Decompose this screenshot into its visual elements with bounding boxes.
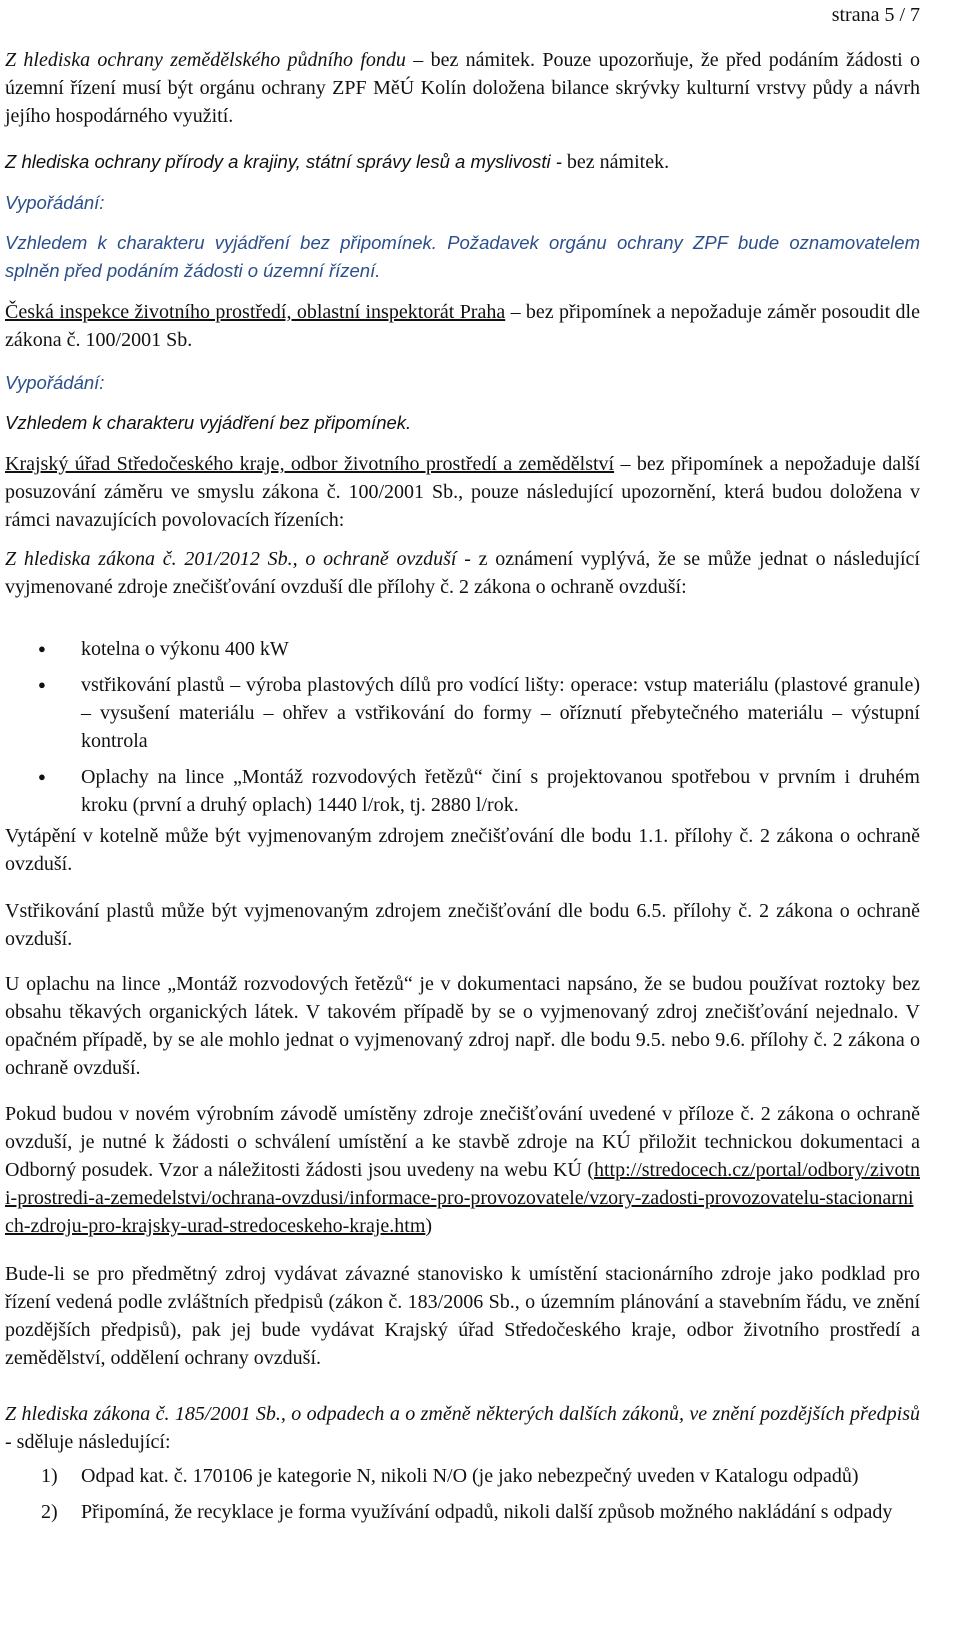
ovzdusi-heading-a: Z hlediska zákona č. 201/2012 Sb.: [5, 548, 293, 570]
list-item-text: Odpad kat. č. 170106 je kategorie N, nikoli N/O (je jako nebezpečný uveden v Katalogu odpadů): [81, 1465, 859, 1487]
ku-web-link[interactable]: http://stredocech.cz/portal/odbory/zivotni-prostredi-a-zemedelstvi/ochrana-ovzdusi/informace-pro-provozovatele/vzory-zadosti-provozovatelu-stacionarnich-zdroju-pro-krajsky-urad-stredoceskeho-kraje.htm: [5, 1159, 920, 1237]
odpady-numbered-list: [5, 1462, 920, 1526]
priroda-text: bez námitek.: [561, 151, 670, 173]
list-item: ● kotelna o výkonu 400 kW: [5, 635, 920, 663]
cizp-text: – bez připomínek a nepožaduje záměr posoudit dle zákona č. 100/2001 Sb.: [5, 301, 920, 351]
vyporadani-2-text: Vzhledem k charakteru vyjádření bez připomínek.: [5, 412, 412, 433]
list-item: ● vstřikování plastů – výroba plastových dílů pro vodící lišty: operace: vstup materiálu (plastové granule) – vysušení materiálu – ohřev a vstřikování do formy – oříznutí přebytečného materiálu – výstupní kontrola: [5, 671, 920, 755]
list-item-text: Připomíná, že recyklace je forma využívání odpadů, nikoli další způsob možného nakládání s odpady: [81, 1501, 893, 1523]
cizp-org: Česká inspekce životního prostředí, oblastní inspektorát Praha: [5, 301, 506, 323]
odpady-text: - sděluje následující:: [5, 1431, 171, 1453]
ovzdusi-p5: Bude-li se pro předmětný zdroj vydávat závazné stanovisko k umístění stacionárního zdroje jako podklad pro řízení vedená podle zvláštních předpisů (zákon č. 183/2006 Sb., o územním plánování a stavebním řádu, ve znění pozdějších předpisů), pak jej bude vydávat Krajský úřad Středočeského kraje, odbor životního prostředí a zemědělství, oddělení ochrany ovzduší.: [5, 1263, 920, 1369]
ku-text-rest: , pouze následující upozornění, která budou doložena v rámci navazujících povolovacích řízeních:: [5, 481, 920, 531]
cizp-paragraph: [5, 298, 920, 354]
zpf-heading: Z hlediska ochrany zemědělského půdního fondu: [5, 49, 406, 71]
list-item: ● Oplachy na lince „Montáž rozvodových řetězů“ činí s projektovanou spotřebou v prvním i druhém kroku (první a druhý oplach) 1440 l/rok, tj. 2880 l/rok.: [5, 763, 920, 819]
ovzdusi-heading-b: , o ochraně ovzduší: [292, 548, 457, 570]
ovzdusi-bullet-list: [5, 635, 920, 819]
ovzdusi-p1: Vytápění v kotelně může být vyjmenovaným zdrojem znečišťování dle bodu 1.1. přílohy č. 2 zákona o ochraně ovzduší.: [5, 825, 920, 875]
zpf-paragraph: [5, 46, 920, 130]
ku-paragraph: [5, 450, 920, 534]
ovzdusi-text: - z oznámení vyplývá, že se může jednat o následující vyjmenované zdroje znečišťování ovzduší dle přílohy č. 2 zákona o ochraně ovzduší:: [5, 548, 920, 598]
ovzdusi-p4: [5, 1100, 920, 1240]
vyporadani-1-text: Vzhledem k charakteru vyjádření bez připomínek. Požadavek orgánu ochrany ZPF bude oznamovatelem splněn před podáním žádosti o územní řízení.: [5, 232, 920, 281]
odpady-paragraph: [5, 1400, 920, 1456]
ovzdusi-p3: U oplachu na lince „Montáž rozvodových řetězů“ je v dokumentaci napsáno, že se budou používat roztoky bez obsahu těkavých organických látek. V takovém případě by se o vyjmenovaný zdroj znečišťování nejednalo. V opačném případě, by se ale mohlo jednat o vyjmenovaný zdroj např. dle bodu 9.5. nebo 9.6. přílohy č. 2 zákona o ochraně ovzduší.: [5, 973, 920, 1079]
list-item-number: 2): [41, 1501, 58, 1523]
list-item: [5, 1462, 920, 1490]
vyporadani-1-label: [5, 189, 104, 217]
ovzdusi-paragraph: [5, 545, 920, 601]
list-item: [5, 1498, 920, 1526]
vyporadani-1-label-text: Vypořádání:: [5, 192, 105, 213]
zpf-dash: –: [405, 49, 431, 71]
ovzdusi-p4-text: Pokud budou v novém výrobním závodě umístěny zdroje znečišťování uvedené v příloze č. 2 zákona o ochraně ovzduší, je nutné k žádosti o schválení umístění a ke stavbě zdroje na KÚ přiložit technickou dokumentaci a Odborný posudek. Vzor a náležitosti žádosti jsou uvedeny na webu KÚ (: [5, 1103, 920, 1181]
ku-text-bold: – bez připomínek a nepožaduje další posuzování záměru ve smyslu zákona č. 100/2001 Sb.: [5, 453, 920, 503]
vyporadani-2-label-text: Vypořádání:: [5, 372, 105, 393]
list-item-number: 1): [41, 1465, 58, 1487]
ovzdusi-p4-end: ): [425, 1215, 433, 1237]
priroda-heading: Z hlediska ochrany přírody a krajiny, státní správy lesů a myslivosti -: [5, 151, 562, 172]
ku-org: Krajský úřad Středočeského kraje, odbor životního prostředí a zemědělství: [5, 453, 615, 475]
zpf-text: bez námitek. Pouze upozorňuje, že před podáním žádosti o územní řízení musí být orgánu ochrany ZPF MěÚ Kolín doložena bilance skrývky kulturní vrstvy půdy a návrh jejího hospodárného využití.: [5, 49, 921, 127]
vyporadani-2-label: [5, 369, 104, 397]
priroda-paragraph: [5, 148, 920, 176]
page-number: strana 5 / 7: [831, 4, 920, 26]
ovzdusi-p2: Vstřikování plastů může být vyjmenovaným zdrojem znečišťování dle bodu 6.5. přílohy č. 2 zákona o ochraně ovzduší.: [5, 900, 920, 950]
odpady-heading: Z hlediska zákona č. 185/2001 Sb., o odpadech a o změně některých dalších zákonů, ve znění pozdějších předpisů: [5, 1403, 920, 1425]
